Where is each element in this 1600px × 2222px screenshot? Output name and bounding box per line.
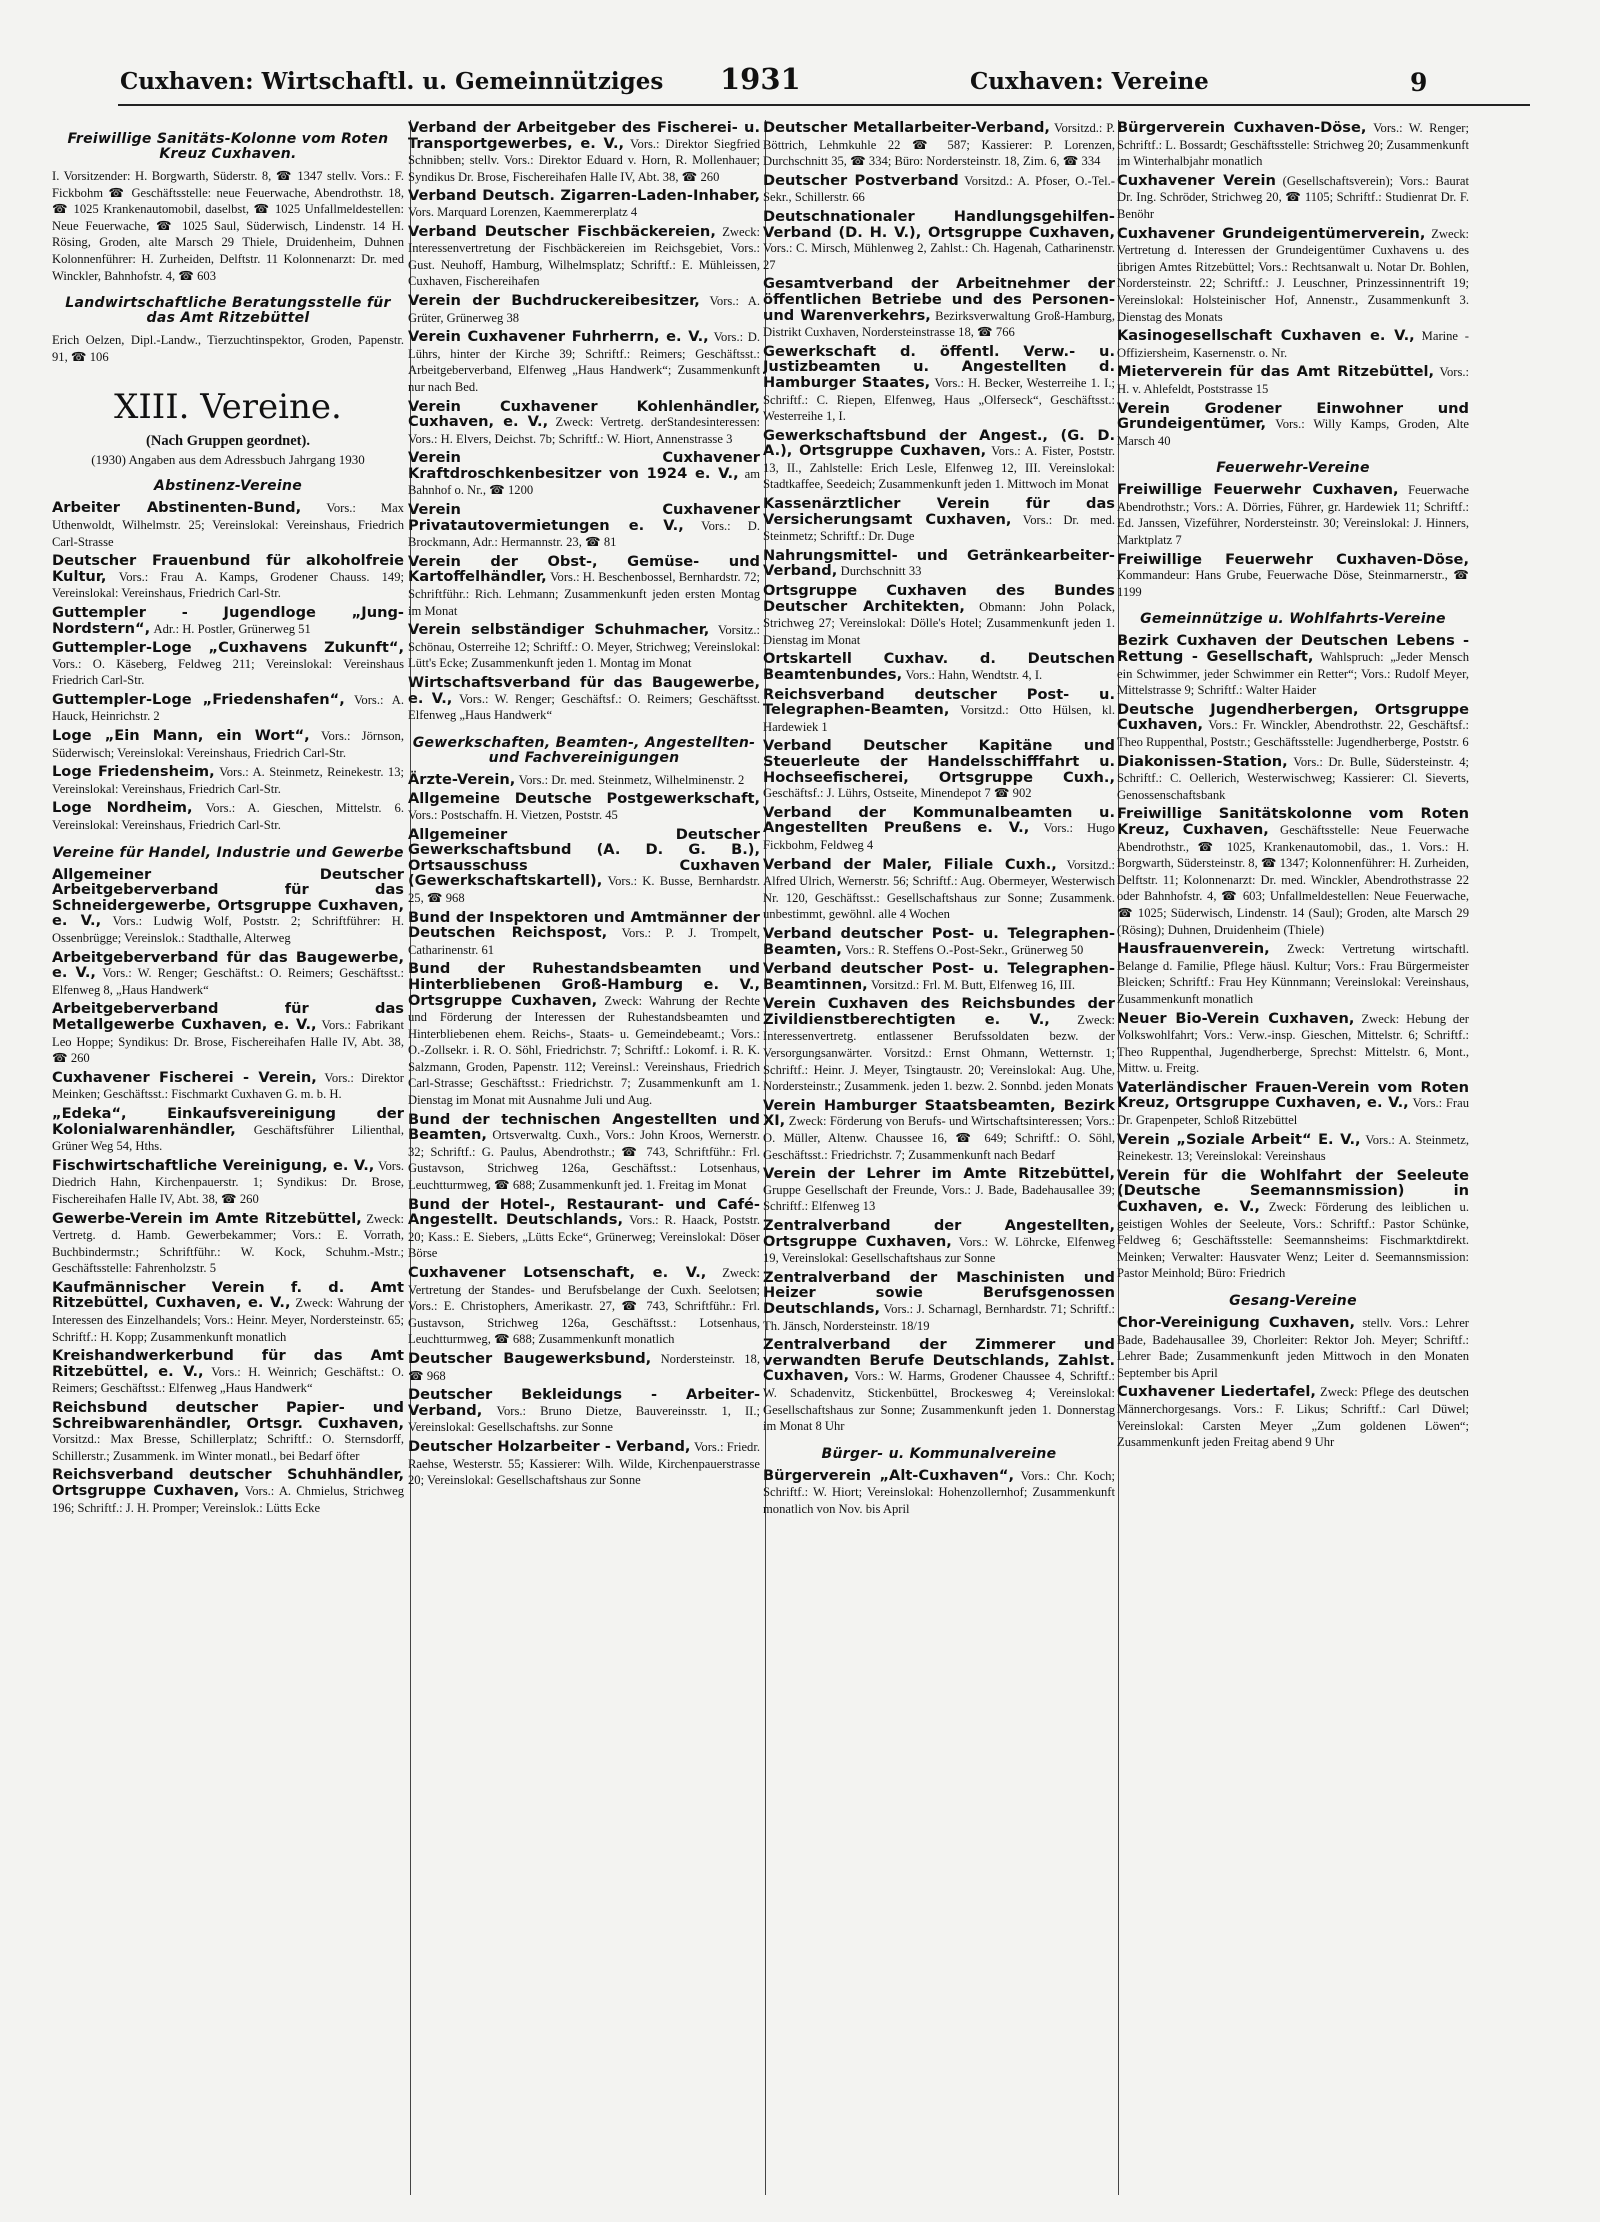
directory-entry [52,500,404,550]
directory-entry [763,961,1115,993]
entry-name: Ortsgruppe Cuxhaven des Bundes Deutscher Architekten, [763,582,1115,615]
directory-entry [1117,226,1469,326]
entry-details: Vorsitzd.: A. Pfoser, O.-Tel.-Sekr., Schillerstr. 66 [763,173,1115,205]
directory-entry [1117,1080,1469,1129]
section-heading: Gewerkschaften, Beamten-, Angestellten- und Fachvereinigungen [412,734,756,766]
directory-entry [408,1112,760,1194]
entry-details: Zweck: Vertretung d. Interessen der Grundeigentümer Cuxhavens u. des übrigen Amtes Ritzebüttel; Vors.: Rechtsanwalt u. Notar Dr. Bohlen, Nordersteinstr. 22; Schriftf.: J. Leuschner, Prinzessinnentrift 19; Vereinslokal: Holsteinischer Hof, Annenstr., Zusammenkunft 3. Dienstag des Monats [1117,226,1469,324]
entry-details: Geschäftsf.: J. Lührs, Ostseite, Minendepot 7 ☎ 902 [763,786,1032,801]
entry-details: Vors.: Jörnson, Süderwisch; Vereinslokal: Vereinshaus, Friedrich Carl-Str. [52,729,404,760]
entry-name: Cuxhavener Liedertafel, [1117,1383,1316,1401]
entry-details: Vors.: O. Käseberg, Feldweg 211; Vereinslokal: Vereinshaus Friedrich Carl-Str. [52,656,404,688]
entry-name: Verband Deutscher Kapitäne und Steuerleute der Handelsschifffahrt u. Hochseefischerei, Ortsgruppe Cuxh., [763,737,1115,786]
entry-details: Vors.: Direktor Meinken; Geschäftsst.: Fischmarkt Cuxhaven G. m. b. H. [52,1070,404,1102]
directory-entry [52,640,404,689]
entry-name: Arbeiter Abstinenten-Bund, [52,499,302,517]
entry-name: Verein Grodener Einwohner und Grundeigentümer, [1117,399,1469,433]
entry-name: Verein Cuxhavener Privatautovermietungen e. V., [408,501,760,534]
entry-name: Arbeitgeberverband für das Baugewerbe, e. V., [52,948,404,982]
directory-entry [763,1166,1115,1215]
entry-name: Kreishandwerkerbund für das Amt Ritzebüttel, e. V., [52,1347,404,1380]
directory-entry [1117,1011,1469,1077]
entry-name: Gewerbe-Verein im Amte Ritzebüttel, [52,1209,362,1227]
directory-entry [1117,328,1469,361]
directory-entry [763,1468,1115,1518]
entry-details: Vorsitzd.: Frl. M. Butt, Elfenweg 16, III. [871,977,1076,992]
directory-entry [408,502,760,551]
directory-entry [763,805,1115,854]
entry-name: Nahrungsmittel- und Getränkearbeiter-Verband, [763,546,1115,580]
section-heading: Vereine für Handel, Industrie und Gewerbe [52,844,404,861]
entry-name: Loge Friedensheim, [52,763,215,781]
entry-details: Erich Oelzen, Dipl.-Landw., Tierzuchtinspektor, Groden, Papenstr. 91, ☎ 106 [52,333,404,364]
entry-details: Zweck: Vertretg. d. Hamb. Gewerbekammer; Vors.: E. Vorrath, Buchbindermstr.; Schriftführ.: W. Kock, Schuhm.-Mstr.; Geschäftsstelle: Fahrenholzstr. 5 [52,1211,404,1276]
entry-name: Verband deutscher Post- u. Telegraphen-Beamtinnen, [763,960,1115,993]
directory-entry [1117,364,1469,397]
entry-details: Zweck: Wahrung der Interessen des Einzelhandels; Vors.: Heinr. Meyer, Nordersteinstr. 65; Schriftf.: H. Kopp; Zusammenkunft monatlich [52,1296,404,1344]
chapter-title: XIII. Vereine. [114,387,342,428]
entry-name: Verein selbständiger Schuhmacher, [408,621,710,639]
entry-name: Gewerkschaft d. öffentl. Verw.- u. Justizbeamten u. Angestellten d. Hamburger Staates, [763,342,1115,391]
entry-details: Vors.: A. Steinmetz, Reinekestr. 13; Vereinslokal: Vereinshaus, Friedrich Carl-Str. [52,765,404,796]
directory-entry [52,1070,404,1103]
entry-details: Vors.: Friedr. Raehse, Westerstr. 55; Kassierer: Wilh. Wilde, Kirchenpauerstrasse 20; Vereinslokal: Gesellschaftshaus zur Sonne [408,1439,760,1488]
entry-details: Feuerwache Abendrothstr.; Vors.: A. Dörries, Führer, gr. Hardewiek 11; Schriftf.: Ed. Janssen, Vizeführer, Nordersteinstr. 30; Vereinslokal: J. Hinners, Marktplatz 7 [1117,483,1469,548]
entry-details: Zweck: Interessenvertretg. entlassener Berufssoldaten bezw. der Versorgungsanwärter. Vorsitzd.: Ernst Ohmann, Wetternstr. 1; Schriftf.: Heinr. J. Meyer, Tsingtaustr. 20; Vereinslokal: Aug. Uhe, Nordersteinstr.; Zusammenk. jeden 1. bezw. 2. Sonnbd. jeden Monats [763,1012,1115,1094]
directory-entry [763,687,1115,736]
entry-details: Vors.: P. J. Trompelt, Catharinenstr. 61 [408,926,760,957]
directory-entry [52,950,404,999]
directory-entry [52,168,404,284]
entry-name: Kassenärztlicher Verein für das Versicherungsamt Cuxhaven, [763,495,1115,528]
entry-name: Cuxhavener Lotsenschaft, e. V., [408,1264,707,1281]
section-heading: Gesang-Vereine [1229,1293,1357,1309]
entry-name: Chor-Vereinigung Cuxhaven, [1117,1314,1356,1331]
entry-name: Guttempler-Loge „Friedenshafen“, [52,690,345,708]
directory-entry [408,910,760,959]
entry-name: Cuxhavener Verein [1117,171,1276,189]
entry-details: Vors.: J. Scharnagl, Bernhardstr. 71; Schriftf.: Th. Jänsch, Nordersteinstr. 18/19 [763,1301,1115,1333]
directory-entry [763,209,1115,273]
directory-entry [52,692,404,725]
entry-name: Freiwillige Feuerwehr Cuxhaven, [1117,481,1399,499]
entry-name: Reichsverband deutscher Schuhhändler, Ortsgruppe Cuxhaven, [52,1466,404,1499]
entry-details: Vorsitz.: Schönau, Osterreihe 12; Schriftf.: O. Meyer, Strichweg; Vereinslokal: Lütt's Ecke; Zusammenkunft jeden 1. Montag im Monat [408,623,760,671]
column-3 [763,120,1115,2200]
entry-name: Verein Hamburger Staatsbeamten, Bezirk XI, [763,1096,1115,1130]
entry-name: Freiwillige Sanitätskolonne vom Roten Kreuz, Cuxhaven, [1117,805,1469,838]
entry-details: Zweck: Pflege des deutschen Männerchorgesangs. Vors.: F. Likus; Schriftf.: Carl Düwel; Vereinslokal: Carsten Meyer „Zum goldenen Löwen“; Zusammenkunft jeden Freitag abend 9 Uhr [1117,1385,1469,1450]
directory-entry [1117,806,1469,938]
directory-entry [408,329,760,395]
directory-entry [1117,173,1469,223]
entry-details: Obmann: John Polack, Strichweg 27; Vereinslokal: Dölle's Hotel; Zusammenkunft jeden 1. Dienstag im Monat [763,599,1115,647]
running-header [120,62,1520,102]
directory-entry [1117,1315,1469,1381]
entry-details: Vorsitzd.: Otto Hülsen, kl. Hardewiek 1 [763,703,1115,734]
entry-details: Vors.: R. Haack, Poststr. 20; Kass.: E. Siebers, „Lütts Ecke“, Grünerweg; Vereinslokal: Döser Börse [408,1213,760,1261]
directory-entry [763,548,1115,580]
entry-details: Vors.: Bruno Dietze, Bauvereinsstr. 1, II.; Vereinslokal: Gesellschaftshs. zur Sonne [408,1403,760,1435]
entry-name: Allgemeiner Deutscher Arbeitgeberverband für das Schneidergewerbe, Ortsgruppe Cuxhaven, e. V., [52,865,404,930]
entry-name: Verein Cuxhaven des Reichsbundes der Zivildienstberechtigten e. V., [763,995,1115,1028]
entry-name: Neuer Bio-Verein Cuxhaven, [1117,1009,1355,1027]
entry-details: am Bahnhof o. Nr., ☎ 1200 [408,466,760,498]
entry-details: Vors.: W. Renger; Geschäftsf.: O. Reimers; Geschäftsst. Elfenweg „Haus Handwerk“ [408,691,760,723]
entry-name: Zentralverband der Angestellten, Ortsgruppe Cuxhaven, [763,1217,1115,1250]
entry-name: Reichsbund deutscher Papier- und Schreibwarenhändler, Ortsgr. Cuxhaven, [52,1399,404,1432]
entry-details: Vors.: A. Fister, Poststr. 13, II., Zahlstelle: Erich Lesle, Elfenweg 12, III. Vereinslokal: Stadtkaffee, Seedeich; Zusammenkunft jeden 1. Mittwoch im Monat [763,444,1115,492]
directory-entry [763,738,1115,801]
entry-name: Deutscher Holzarbeiter - Verband, [408,1437,691,1455]
entry-details: Wahlspruch: „Jeder Mensch ein Schwimmer, jeder Schwimmer ein Retter“; Vors.: Rudolf Meyer, Mittelstrasse 9; Schriftf.: Walter Haider [1117,650,1469,698]
entry-name: Deutscher Bekleidungs - Arbeiter-Verband, [408,1386,760,1419]
entry-details: Zweck: Vertretung der Standes- und Berufsbelange der Cuxh. Seelotsen; Vors.: E. Christophers, Amerikastr. 27, ☎ 743, Schriftführ.: Frl. Gustavson, Strichweg 126a, Geschäftsst.: Lotsenhaus, Leuchtturmweg, ☎ 688; Zusammenkunft monatlich [408,1266,760,1347]
directory-entry [52,1106,404,1155]
entry-details: Zweck: Wahrung der Rechte und Förderung der Interessen der Ruhestandsbeamten und Hinterbliebenen ehem. Reichs-, Staats- u. Gemeindebeamt.; Vors.: O.-Zollsekr. i. R. O. Söhl, Friedrichstr. 7; Schriftf.: Lokomf. i. R. K. Salzmann, Groden, Papenstr. 112; Vereinsl.: Vereinshaus, Friedrich Carl-Strasse; Geschäftsst.: Friedrichstr. 7; Zusammenkunft am 1. Dienstag im Monat mit Ausnahme Juli und Aug. [408,993,760,1108]
entry-name: Gesamtverband der Arbeitnehmer der öffentlichen Betriebe und des Personen- und Warenverkehrs, [763,275,1115,324]
column-4 [1117,120,1469,2200]
directory-entry [763,1270,1115,1334]
entry-name: Verein Cuxhavener Fuhrherrn, e. V., [408,328,709,346]
entry-name: Bezirk Cuxhaven der Deutschen Lebens - Rettung - Gesellschaft, [1117,632,1469,666]
entry-name: Cuxhavener Fischerei - Verein, [52,1068,317,1086]
entry-name: Kaufmännischer Verein f. d. Amt Ritzebüttel, Cuxhaven, e. V., [52,1278,404,1312]
directory-entry [763,857,1115,923]
entry-name: Bund der technischen Angestellten und Beamten, [408,1110,760,1144]
directory-entry [52,1348,404,1397]
section-heading: Gemeinnützige u. Wohlfahrts-Vereine [1140,611,1446,628]
entry-name: Reichsverband deutscher Post- u. Telegraphen-Beamten, [763,685,1115,719]
entry-name: Ärzte-Verein, [408,770,516,788]
entry-details: Vors.: Dr. med. Steinmetz; Schriftf.: Dr. Duge [763,512,1115,544]
entry-name: Gewerkschaftsbund der Angest., (G. D. A.), Ortsgruppe Cuxhaven, [763,426,1115,460]
entry-details: Vors.: Fr. Winckler, Abendrothstr. 22, Geschäftsf.: Theo Ruppenthal, Poststr.; Geschäftsstelle: Jugendherberge, Poststr. 6 [1117,718,1469,749]
entry-details: stellv. Vors.: Lehrer Bade, Badehausallee 39, Chorleiter: Rektor Joh. Meyer; Schriftf.: Lehrer Bade; Zusammenkunft jeden Mittwoch in den Monaten September bis April [1117,1316,1469,1380]
directory-entry [763,583,1115,648]
entry-name: Verband der Kommunalbeamten u. Angestellten Preußens e. V., [763,803,1115,837]
entry-details: Vors.: K. Busse, Bernhardstr. 25, ☎ 968 [408,874,760,905]
directory-entry [52,728,404,761]
entry-details: Nordersteinstr. 18, ☎ 968 [408,1351,760,1383]
entry-name: Verband deutscher Post- u. Telegraphen-Beamten, [763,924,1115,958]
entry-details: Zweck: Vertretg. derStandesinteressen: Vors.: H. Elvers, Deichst. 7b; Schriftf.: W. Hiort, Annenstrasse 3 [408,415,760,446]
entry-details: Vors. Marquard Lorenzen, Kaemmererplatz 4 [408,204,638,219]
entry-name: Allgemeine Deutsche Postgewerkschaft, [408,790,760,808]
entry-details: Vors.: C. Mirsch, Mühlenweg 2, Zahlst.: Ch. Hagenah, Catharinenstr. 27 [763,241,1115,272]
entry-details: Vors.: H. Becker, Westerreihe 1. I.; Schriftf.: C. Riepen, Elfenweg, Haus „Olferseck“, Geschäftsst.: Westerreihe 1, I. [763,375,1115,424]
directory-entry [408,1439,760,1489]
entry-name: Fischwirtschaftliche Vereinigung, e. V., [52,1156,375,1174]
entry-name: Verein der Buchdruckereibesitzer, [408,291,700,309]
directory-entry [1117,482,1469,548]
entry-details: Vors.: Hahn, Wendtstr. 4, I. [905,668,1043,682]
entry-name: Verein „Soziale Arbeit“ E. V., [1117,1130,1361,1148]
directory-entry [763,344,1115,425]
directory-entry [52,605,404,637]
directory-entry [408,827,760,907]
directory-entry [763,996,1115,1095]
entry-name: Bund der Hotel-, Restaurant- und Café-Angestellt. Deutschlands, [408,1195,760,1229]
entry-name: Verein für die Wohlfahrt der Seeleute (Deutsche Seemannsmission) in Cuxhaven, e. V., [1117,1166,1469,1216]
entry-details: Vors.: D. Lührs, hinter der Kirche 39; Schriftf.: Reimers; Geschäftsst.: Arbeitgeberverband, Elfenweg „Haus Handwerk“; Zusammenkunft nur nach Bed. [408,330,760,394]
entry-details: Vors.: Chr. Koch; Schriftf.: W. Hiort; Vereinslokal: Hohenzollernhof; Zusammenkunft monatlich von Nov. bis April [763,1468,1115,1516]
directory-entry [408,772,760,789]
entry-name: Arbeitgeberverband für das Metallgewerbe Cuxhaven, e. V., [52,1000,404,1033]
directory-entry [408,1197,760,1262]
entry-details: Vors.: Postschaffn. H. Vietzen, Poststr. 45 [408,807,618,822]
section-heading: Landwirtschaftliche Beratungsstelle für das Amt Ritzebüttel [65,295,391,327]
directory-entry [52,1280,404,1345]
entry-details: Vors.: Fabrikant Leo Hoppe; Syndikus: Dr. Brose, Fischereihafen Halle IV, Abt. 38, ☎ 260 [52,1017,404,1066]
chapter-subtitle: (Nach Gruppen geordnet). [146,433,310,450]
entry-details: Geschäftsstelle: Neue Feuerwache Abendrothstr., ☎ 1025, Krankenautomobil, das., 1. Vors.: H. Borgwarth, Südersteinstr. 8, ☎ 1347; Kolonnenführer: H. Zurheiden, Delftstr. 11; Kolonnenarzt: Dr. med. Winckler, Abendrothstrasse 22 oder Bahnhofstr. 4, ☎ 603; Unfallmeldestellen: Neue Feuerwache, ☎ 1025; Süderwisch, Lindenstr. 14 (Saul); Groden, alte Marsch 29 (Rösing); Duhnen, Druidenheim (Thiele) [1117,822,1469,937]
entry-details: Vors.: A. Hauck, Heinrichstr. 2 [52,692,404,724]
entry-details: Geschäftsführer Lilienthal, Grüner Weg 54, Hths. [52,1122,404,1154]
entry-name: „Edeka“, Einkaufsvereinigung der Kolonialwarenhändler, [52,1104,404,1138]
entry-name: Verein der Lehrer im Amte Ritzebüttel, [763,1165,1115,1183]
entry-details: Adr.: H. Postler, Grünerweg 51 [153,621,311,636]
directory-entry [763,496,1115,545]
entry-name: Verein Cuxhavener Kraftdroschkenbesitzer von 1924 e. V., [408,449,760,482]
entry-details: Kommandeur: Hans Grube, Feuerwache Döse, Steinmarnerstr., ☎ 1199 [1117,568,1469,599]
entry-details: Vorsitzd.: Max Bresse, Schillerplatz; Schriftf.: O. Sternsdorff, Schillerstr.; Zusammenk. im Winter monatl., bei Bedarf öfter [52,1432,404,1463]
directory-entry [52,1400,404,1464]
directory-entry [408,1387,760,1436]
entry-details: Vors. Diedrich Hahn, Kirchenpauerstr. 1; Syndikus: Dr. Brose, Fischereihafen Halle IV, Abt. 38, ☎ 260 [52,1158,404,1206]
section-heading: Feuerwehr-Vereine [1216,460,1370,477]
entry-name: Diakonissen-Station, [1117,752,1288,770]
entry-name: Wirtschaftsverband für das Baugewerbe, e. V., [408,674,760,707]
entry-details: Zweck: Förderung des leiblichen u. geistigen Wohles der Seeleute, Vors.: Schriftf.: Pastor Schünke, Feldweg 6; Geschäftsstelle: Seemannsheims: Fischmarktdirekt. Meinken; Verwalter: Hausvater Wenz; Leiter d. Seemannsmission: Pastor Meinhold; Büro: Friedrich [1117,1200,1469,1281]
entry-details: Zweck: Interessenvertretung der Fischbäckereien im Reichsgebiet, Vors.: Gust. Neuhoff, Hamburg, Wilhelmsplatz; Schriftf.: E. Mühleissen, Cuxhaven, Fischereihafen [408,224,760,289]
directory-entry [408,675,760,724]
entry-name: Loge „Ein Mann, ein Wort“, [52,727,310,745]
entry-details: I. Vorsitzender: H. Borgwarth, Süderstr. 8, ☎ 1347 stellv. Vors.: F. Fickbohm ☎ Geschäftsstelle: neue Feuerwache, Abendrothstr. 18, ☎ 1025 Krankenautomobil, daselbst, ☎ 1025 Unfallmeldestellen: Neue Feuerwache, ☎ 1025 Saul, Süderwisch, Lindenstr. 14 H. Rösing, Groden, alte Marsch 29 Thiele, Druidenheim, Duhnen Kolonnenführer: H. Zurheiden, Delftstr. 11 Kolonnenarzt: Dr. med Winckler, Bahnhofstr. 4, ☎ 603 [52,169,404,283]
directory-entry [1117,633,1469,698]
entry-name: Cuxhavener Grundeigentümerverein, [1117,224,1426,242]
header-left-title: Cuxhaven: Wirtschaftl. u. Gemeinnütziges [120,68,664,95]
directory-entry [408,188,760,220]
directory-entry [1117,702,1469,751]
entry-details: Vorsitzd.: P. Böttrich, Lehmkuhle 22 ☎ 587; Kassierer: P. Lorenzen, Durchschnitt 35, ☎ 334; Büro: Nordersteinstr. 18, Zim. 6, ☎ 334 [763,121,1115,169]
entry-name: Verband der Arbeitgeber des Fischerei- u. Transportgewerbes, e. V., [408,120,760,152]
directory-entry [408,450,760,499]
section-heading: Freiwillige Sanitäts-Kolonne vom Roten Kreuz Cuxhaven. [67,131,389,162]
directory-entry [763,1098,1115,1163]
entry-details: Durchschnitt 33 [840,564,922,579]
entry-name: Verband Deutscher Fischbäckereien, [408,222,716,240]
directory-entry [763,1337,1115,1435]
entry-details: Vors.: H. Weinrich; Geschäftst.: O. Reimers; Geschäftsst.: Elfenweg „Haus Handwerk“ [52,1364,404,1396]
entry-name: Ortskartell Cuxhav. d. Deutschen Beamtenbundes, [763,650,1115,683]
column-1 [52,120,404,2200]
entry-name: Verband Deutsch. Zigarren-Laden-Inhaber, [408,187,760,205]
section-heading: Abstinenz-Vereine [153,478,303,495]
header-rule [118,104,1530,106]
entry-details: Vors.: H. Beschenbossel, Bernhardstr. 72; Schriftführ.: Rich. Lehmann; Zusammenkunft jeden ersten Montag im Monat [408,570,760,618]
entry-details: Vors.: A. Gieschen, Mittelstr. 6. Vereinslokal: Vereinshaus, Friedrich Carl-Str. [52,801,404,833]
directory-entry [1117,1168,1469,1282]
section-heading: Bürger- u. Kommunalvereine [821,1445,1057,1462]
entry-details: Vors.: R. Steffens O.-Post-Sekr., Grünerweg 50 [845,942,1084,957]
header-year: 1931 [720,62,801,96]
entry-details: Vorsitzd.: Alfred Ulrich, Wernerstr. 56; Schriftf.: Aug. Obermeyer, Westerwisch Nr. 120, Geschäftsst.: Gesellschaftshaus zur Sonne; Zusammenk. unbestimmt, gewöhnl. alle 4 Wochen [763,857,1115,922]
entry-name: Deutsche Jugendherbergen, Ortsgruppe Cuxhaven, [1117,700,1469,734]
entry-name: Guttempler - Jugendloge „Jung-Nordstern“, [52,603,404,637]
entry-details: Vors.: Direktor Siegfried Schnibben; stellv. Vors.: Direktor Eduard v. Horn, R. Mollenhauer; Syndikus Dr. Brose, Fischereihafen Halle IV, Abt. 38, ☎ 260 [408,136,760,184]
entry-name: Deutscher Frauenbund für alkoholfreie Kultur, [52,552,404,585]
directory-entry [52,1001,404,1066]
entry-details: Vors.: D. Brockmann, Adr.: Hermannstr. 23, ☎ 81 [408,518,760,550]
entry-name: Bürgerverein Cuxhaven-Döse, [1117,120,1367,136]
directory-entry [408,1265,760,1348]
entry-details: Gruppe Gesellschaft der Freunde, Vors.: J. Bade, Badehausallee 39; Schriftf.: Elfenweg 13 [763,1182,1115,1214]
directory-entry [1117,1132,1469,1165]
directory-entry [52,332,404,365]
directory-entry [763,926,1115,958]
entry-name: Zentralverband der Maschinisten und Heizer sowie Berufsgenossen Deutschlands, [763,1268,1115,1317]
entry-details: Vors.: A. Grüter, Grünerweg 38 [408,293,760,325]
entry-details: Vors.: W. Renger; Geschäftst.: O. Reimers; Geschäftsst.: Elfenweg 8, „Haus Handwerk“ [52,966,404,997]
directory-entry [1117,552,1469,601]
entry-details: Vors.: W. Renger; Schriftf.: L. Bossardt; Geschäftsstelle: Strichweg 20; Zusammenkunft im Winterhalbjahr monatlich [1117,121,1469,169]
directory-entry [1117,754,1469,804]
directory-entry [408,622,760,672]
directory-entry [408,961,760,1108]
entry-details: Vors.: Frau A. Kamps, Grodener Chauss. 149; Vereinslokal: Vereinshaus, Friedrich Carl-Str. [52,569,404,601]
entry-name: Kasinogesellschaft Cuxhaven e. V., [1117,327,1415,345]
directory-entry [52,1158,404,1208]
entry-details: Vors.: H. v. Ahlefeldt, Poststrasse 15 [1117,365,1469,396]
directory-entry [763,428,1115,493]
directory-entry [763,120,1115,170]
header-right-title: Cuxhaven: Vereine [970,68,1209,95]
entry-details: Vors.: Dr. Bulle, Südersteinstr. 4; Schriftf.: C. Oellerich, Westerwischweg; Kassierer: Cl. Sieverts, Genossenschaftsbank [1117,754,1469,802]
entry-name: Freiwillige Feuerwehr Cuxhaven-Döse, [1117,550,1469,568]
entry-name: Bund der Inspektoren und Amtmänner der Deutschen Reichspost, [408,908,760,942]
directory-entry [1117,120,1469,170]
entry-details: Vors.: Frau Dr. Grapenpeter, Schloß Ritzebüttel [1117,1096,1469,1128]
entry-name: Deutscher Postverband [763,171,959,189]
directory-entry [763,276,1115,340]
entry-name: Vaterländischer Frauen-Verein vom Roten Kreuz, Ortsgruppe Cuxhaven, e. V., [1117,1078,1469,1112]
entry-name: Verein Cuxhavener Kohlenhändler, Cuxhaven, e. V., [408,397,760,431]
directory-entry [763,1218,1115,1267]
directory-entry [763,173,1115,206]
entry-name: Verband der Maler, Filiale Cuxh., [763,855,1057,873]
directory-entry [1117,1384,1469,1450]
directory-entry [408,120,760,185]
entry-name: Deutschnationaler Handlungsgehilfen-Verband (D. H. V.), Ortsgruppe Cuxhaven, [763,207,1115,241]
directory-entry [408,293,760,326]
entry-name: Allgemeiner Deutscher Gewerkschaftsbund (A. D. G. B.), Ortsausschuss Cuxhaven (Gewerkschaftskartell), [408,825,760,890]
directory-entry [52,1211,404,1277]
entry-name: Hausfrauenverein, [1117,940,1270,958]
directory-entry [52,553,404,602]
entry-name: Loge Nordheim, [52,799,193,817]
directory-entry [408,1351,760,1384]
entry-name: Bürgerverein „Alt-Cuxhaven“, [763,1466,1015,1484]
entry-details: Vors.: W. Löhrcke, Elfenweg 19, Vereinslokal: Gesellschaftshaus zur Sonne [763,1234,1115,1266]
entry-details: Marine - Offiziersheim, Kasernenstr. o. Nr. [1117,329,1469,360]
entry-details: Vors.: Willy Kamps, Groden, Alte Marsch 40 [1117,417,1469,448]
entry-details: Vors.: A. Steinmetz, Reinekestr. 13; Vereinslokal: Vereinshaus [1117,1132,1469,1164]
chapter-note: (1930) Angaben aus dem Adressbuch Jahrgang 1930 [91,452,365,468]
directory-entry [763,651,1115,683]
entry-details: Vors.: W. Harms, Grodener Chaussee 4, Schriftf.: W. Schadenvitz, Stickenbüttel, Brockesweg 4; Vereinslokal: Gesellschaftshaus zur Sonne; Zusammenkunft jeden 1. Donnerstag im Monat 8 Uhr [763,1369,1115,1434]
entry-name: Mieterverein für das Amt Ritzebüttel, [1117,363,1435,381]
entry-details: Bezirksverwaltung Groß-Hamburg, Distrikt Cuxhaven, Nordersteinstrasse 18, ☎ 766 [763,308,1115,340]
page-number: 9 [1410,68,1428,97]
entry-details: Zweck: Hebung der Volkswohlfahrt; Vors.: Verw.-insp. Gieschen, Mittelstr. 6; Schriftf.: Theo Ruppenthal, Jugendherberge, Sprechst: Mittelstr. 6, Mont., Mittw. u. Freitg. [1117,1011,1469,1076]
entry-details: Vors.: Hugo Fickbohm, Feldweg 4 [763,821,1115,852]
entry-name: Guttempler-Loge „Cuxhavens Zukunft“, [52,639,404,657]
entry-name: Verein der Obst-, Gemüse- und Kartoffelhändler, [408,552,760,586]
directory-entry [52,867,404,947]
entry-name: Deutscher Metallarbeiter-Verband, [763,120,1050,136]
entry-details: (Gesellschaftsverein); Vors.: Baurat Dr. Ing. Schröder, Strichweg 20, ☎ 1105; Schriftf.: Studienrat Dr. F. Benöhr [1117,173,1469,221]
entry-details: Zweck: Vertretung wirtschaftl. Belange d. Familie, Pflege häusl. Kultur; Vors.: Frau Bürgermeister Bleicken; Schriftf.: Frau Hey Künnmann; Vereinslokal: Vereinshaus, Zusammenkunft monatlich [1117,942,1469,1006]
directory-entry [52,764,404,797]
directory-entry [408,791,760,823]
entry-name: Zentralverband der Zimmerer und verwandten Berufe Deutschlands, Zahlst. Cuxhaven, [763,1336,1115,1385]
directory-entry [52,800,404,833]
entry-name: Deutscher Baugewerksbund, [408,1349,652,1367]
directory-entry [1117,941,1469,1007]
directory-entry [408,224,760,290]
directory-entry [1117,401,1469,450]
directory-entry [408,399,760,448]
directory-entry [408,554,760,619]
entry-name: Bund der Ruhestandsbeamten und Hinterbliebenen Groß-Hamburg e. V., Ortsgruppe Cuxhaven, [408,960,760,1009]
entry-details: Zweck: Förderung von Berufs- und Wirtschaftsinteressen; Vors.: O. Müller, Altenw. Chaussee 16, ☎ 649; Schriftf.: O. Söhl, Geschäftsst.: Friedrichstr. 7; Zusammenkunft nach Bedarf [763,1114,1115,1162]
entry-details: Vors.: Dr. med. Steinmetz, Wilhelminenstr. 2 [518,772,745,787]
entry-details: Vors.: A. Chmielus, Strichweg 196; Schriftf.: J. H. Promper; Vereinslok.: Lütts Ecke [52,1484,404,1515]
column-2 [408,120,760,2200]
entry-details: Ortsverwaltg. Cuxh., Vors.: John Kroos, Wernerstr. 32; Schriftf.: G. Paulus, Abendrothstr.; ☎ 743, Schriftführ.: Frl. Gustavson, Strichweg 126a, Geschäftsst.: Lotsenhaus, Leuchtturmweg, ☎ 688; Zusammenkunft jed. 1. Freitag im Monat [408,1128,760,1193]
entry-details: Vors.: Ludwig Wolf, Poststr. 2; Schriftführer: H. Ossenbrügge; Vereinslok.: Stadthalle, Alterweg [52,914,404,945]
directory-entry [52,1467,404,1516]
entry-details: Vors.: Max Uthenwoldt, Wilhelmstr. 25; Vereinslokal: Vereinshaus, Friedrich Carl-Strasse [52,501,404,549]
